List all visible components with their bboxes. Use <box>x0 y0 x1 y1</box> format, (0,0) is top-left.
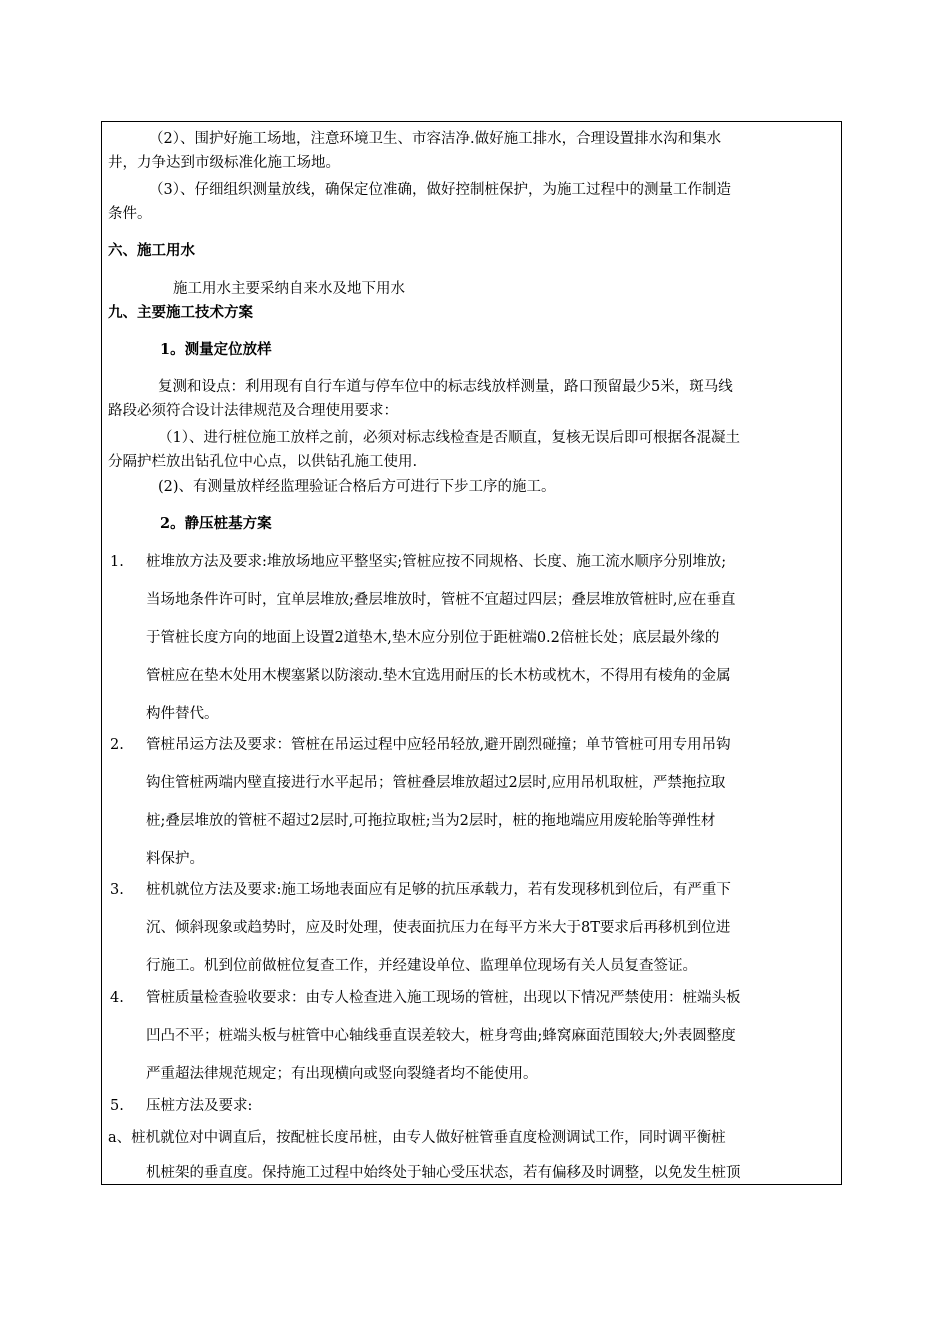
survey-point-1-line-1: （1）、进行桩位施工放样之前，必须对标志线检查是否顺直，复核无误后即可根据各混凝土 <box>158 430 740 446</box>
item-4-line-3: 严重超法律规范规定；有出现横向或竖向裂缝者均不能使用。 <box>146 1066 538 1082</box>
survey-point-1-line-2: 分隔护栏放出钻孔位中心点，以供钻孔施工使用. <box>108 454 418 470</box>
item-4-number: 4. <box>110 990 124 1006</box>
item-3-line-2: 沉、倾斜现象或趋势时，应及时处理，使表面抗压力在每平方米大于8T要求后再移机到位进 <box>146 920 731 936</box>
survey-paragraph-line-2: 路段必须符合设计法律规范及合理使用要求： <box>108 403 398 419</box>
item-2-line-1: 管桩吊运方法及要求：管桩在吊运过程中应轻吊轻放,避开剧烈碰撞；单节管桩可用专用吊钩 <box>146 737 731 753</box>
item-2-line-4: 料保护。 <box>146 851 204 867</box>
item-3-line-3: 行施工。机到位前做桩位复查工作，并经建设单位、监理单位现场有关人员复查签证。 <box>146 958 697 974</box>
section-heading-6: 六、施工用水 <box>108 242 195 259</box>
item-2-line-3: 桩;叠层堆放的管桩不超过2层时,可拖拉取桩;当为2层时，桩的拖地端应用废轮胎等弹性材 <box>146 813 716 829</box>
paragraph-2-line-2: 井，力争达到市级标准化施工场地。 <box>108 155 340 171</box>
paragraph-3-line-1: （3）、仔细组织测量放线，确保定位准确，做好控制桩保护，为施工过程中的测量工作制造 <box>149 182 731 198</box>
survey-point-2: (2)、有测量放样经监理验证合格后方可进行下步工序的施工。 <box>158 479 556 495</box>
item-2-number: 2. <box>110 737 124 753</box>
item-1-line-4: 管桩应在垫木处用木楔塞紧以防滚动.垫木宜选用耐压的长木枋或枕木，不得用有棱角的金属 <box>146 668 731 684</box>
item-1-line-3: 于管桩长度方向的地面上设置2道垫木,垫木应分别位于距桩端0.2倍桩长处；底层最外缘的 <box>146 630 720 646</box>
item-2-line-2: 钩住管桩两端内壁直接进行水平起吊；管桩叠层堆放超过2层时,应用吊机取桩，严禁拖拉取 <box>146 775 726 791</box>
sub-item-a-line-2: 机桩架的垂直度。保持施工过程中始终处于轴心受压状态，若有偏移及时调整，以免发生桩顶 <box>146 1165 741 1181</box>
paragraph-3-line-2: 条件。 <box>108 206 152 222</box>
paragraph-2-line-1: （2）、围护好施工场地，注意环境卫生、市容洁净.做好施工排水，合理设置排水沟和集水 <box>149 131 722 147</box>
item-1-line-1: 桩堆放方法及要求:堆放场地应平整坚实;管桩应按不同规格、长度、施工流水顺序分别堆放; <box>146 554 727 570</box>
section-heading-9: 九、主要施工技术方案 <box>108 304 253 321</box>
item-3-number: 3. <box>110 882 124 898</box>
item-4-line-2: 凹凸不平；桩端头板与桩管中心轴线垂直误差较大，桩身弯曲;蜂窝麻面范围较大;外表圆整度 <box>146 1028 736 1044</box>
subsection-heading-1: 1。测量定位放样 <box>160 341 272 358</box>
item-3-line-1: 桩机就位方法及要求:施工场地表面应有足够的抗压承载力，若有发现移机到位后，有严重下 <box>146 882 731 898</box>
sub-item-a-line-1: a、桩机就位对中调直后，按配桩长度吊桩，由专人做好桩管垂直度检测调试工作，同时调平衡桩 <box>108 1130 726 1146</box>
item-5-number: 5. <box>110 1098 124 1114</box>
item-4-line-1: 管桩质量检查验收要求：由专人检查进入施工现场的管桩，出现以下情况严禁使用：桩端头板 <box>146 990 741 1006</box>
item-1-line-5: 构件替代。 <box>146 706 219 722</box>
water-supply-text: 施工用水主要采纳自来水及地下用水 <box>173 281 405 297</box>
survey-paragraph-line-1: 复测和设点：利用现有自行车道与停车位中的标志线放样测量，路口预留最少5米，斑马线 <box>158 379 733 395</box>
item-5-line-1: 压桩方法及要求: <box>146 1098 253 1114</box>
item-1-line-2: 当场地条件许可时，宜单层堆放;叠层堆放时，管桩不宜超过四层；叠层堆放管桩时,应在垂直 <box>146 592 736 608</box>
subsection-heading-2: 2。静压桩基方案 <box>160 515 272 532</box>
item-1-number: 1. <box>110 554 124 570</box>
